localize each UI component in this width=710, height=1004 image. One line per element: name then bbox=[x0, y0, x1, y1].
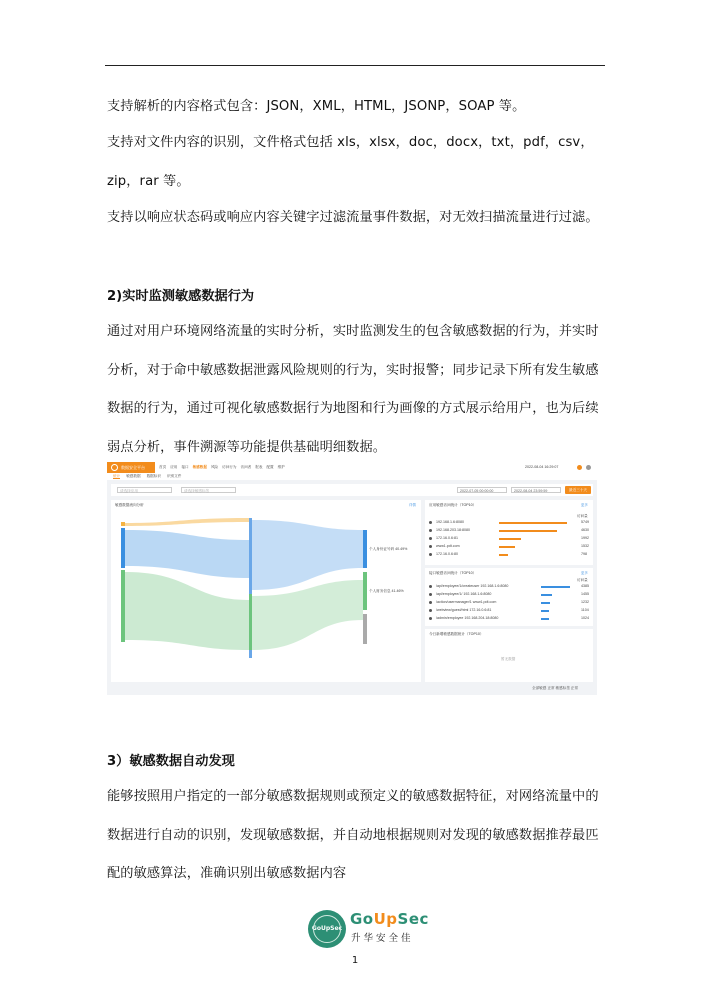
app-select[interactable]: 请选择应用 bbox=[117, 487, 172, 493]
stat-value: 1232 bbox=[581, 600, 589, 604]
rank-icon bbox=[429, 545, 432, 548]
stat-bar bbox=[541, 618, 549, 620]
subtab[interactable]: 敏感数据 bbox=[126, 474, 141, 478]
stat-name: /api/employee/1/createuser 192.168.1.6:8080 bbox=[436, 584, 509, 588]
clock: 2022-08-04 16:29:07 bbox=[525, 465, 559, 469]
app-subtabs bbox=[107, 473, 597, 480]
sankey-node bbox=[363, 614, 367, 644]
stat-name: 192.168.1.6:8080 bbox=[436, 520, 464, 524]
stat-name: 172.16.0.6:81 bbox=[436, 536, 458, 540]
app-brand bbox=[107, 462, 155, 473]
api-stats-title: 接口敏感访问统计（TOP10） bbox=[429, 571, 477, 575]
date-to[interactable]: 2022-08-04 23:59:59 bbox=[511, 487, 561, 493]
empty-state: 暂无数据 bbox=[501, 657, 516, 661]
nav-item[interactable]: 访问行为 bbox=[222, 465, 237, 469]
col-header: 访问量 bbox=[577, 514, 588, 518]
range-button[interactable]: 最近三十天 bbox=[565, 486, 591, 494]
app-stats-panel bbox=[425, 500, 593, 565]
nav-item[interactable]: 应用 bbox=[170, 465, 178, 469]
stat-bar bbox=[541, 602, 550, 604]
paragraph-formats: 支持解析的内容格式包含：JSON，XML，HTML，JSONP，SOAP 等。 bbox=[107, 99, 526, 114]
sankey-title: 敏感数据流向分析 bbox=[115, 503, 144, 507]
section3-heading: 3）敏感数据自动发现 bbox=[107, 754, 235, 769]
col-header: 访问量 bbox=[577, 578, 588, 582]
stat-value: 798 bbox=[581, 552, 587, 556]
stat-value: 1992 bbox=[581, 536, 589, 540]
stat-bar bbox=[499, 554, 508, 556]
stat-bar bbox=[499, 522, 567, 524]
nav-item[interactable]: 接口 bbox=[181, 465, 189, 469]
app-stats-more[interactable]: 更多 bbox=[580, 503, 588, 507]
nav-item[interactable]: 访问者 bbox=[240, 465, 252, 469]
sankey-label: 个人财务信息 41.46% bbox=[369, 589, 404, 593]
paragraph-filter: 支持以响应状态码或响应内容关键字过滤流量事件数据，对无效扫描流量进行过滤。 bbox=[107, 210, 599, 225]
rank-icon bbox=[429, 553, 432, 556]
stat-value: 4385 bbox=[581, 584, 589, 588]
stat-value: 1532 bbox=[581, 544, 589, 548]
stat-value: 1104 bbox=[581, 608, 589, 612]
stat-row[interactable] bbox=[429, 520, 589, 525]
subtab[interactable]: 数据标识 bbox=[146, 474, 161, 478]
logo-text: GoUpSec bbox=[311, 925, 343, 932]
brand-name: 数据安全平台 bbox=[121, 465, 145, 470]
notification-bell-icon[interactable] bbox=[577, 465, 582, 470]
stat-bar bbox=[541, 586, 570, 588]
sankey-diagram bbox=[111, 500, 421, 682]
sankey-link bbox=[125, 530, 249, 578]
header-rule bbox=[105, 65, 605, 66]
stat-name: /action/usermanager/1 www1.pdt.com bbox=[436, 600, 497, 604]
section3-body: 能够按照用户指定的一部分敏感数据规则或预定义的敏感数据特征，对网络流量中的数据进行自动的识别，发现敏感数据，并自动地根据规则对发现的敏感数据推荐最匹配的敏感算法，准确识别出敏感数据内容 bbox=[107, 789, 599, 881]
stat-row[interactable] bbox=[429, 536, 589, 541]
stat-value: 1024 bbox=[581, 616, 589, 620]
api-stats-more[interactable]: 更多 bbox=[580, 571, 588, 575]
nav-item[interactable]: 配置 bbox=[266, 465, 274, 469]
stat-row[interactable] bbox=[429, 592, 589, 597]
sankey-panel bbox=[111, 500, 421, 682]
goupsec-logo-icon bbox=[308, 910, 346, 948]
brand-chinese: 升华安全佳 bbox=[351, 933, 414, 944]
stat-bar bbox=[499, 530, 557, 532]
sankey-node bbox=[121, 570, 125, 642]
nav-item[interactable]: 风险 bbox=[210, 465, 219, 469]
filter-bar bbox=[111, 484, 593, 496]
subtab[interactable]: 统计 bbox=[113, 474, 121, 478]
sankey-link bbox=[252, 580, 363, 650]
rank-icon bbox=[429, 593, 432, 596]
stat-name: www1.pdt.com bbox=[436, 544, 460, 548]
stat-bar bbox=[499, 546, 515, 548]
stat-value: 4630 bbox=[581, 528, 589, 532]
stat-row[interactable] bbox=[429, 616, 589, 621]
stat-row[interactable] bbox=[429, 544, 589, 549]
rank-icon bbox=[429, 537, 432, 540]
nav-item[interactable]: 敏感数据 bbox=[192, 465, 207, 469]
paragraph-file-types: 支持对文件内容的识别，文件格式包括 xls，xlsx，doc，docx，txt，pdf，csv，zip，rar 等。 bbox=[107, 135, 594, 189]
sankey-link bbox=[252, 520, 363, 590]
rank-icon bbox=[429, 601, 432, 604]
stat-bar bbox=[541, 594, 552, 596]
page-number: 1 bbox=[351, 955, 359, 966]
sankey-node bbox=[363, 530, 367, 568]
sankey-detail-link[interactable]: 详情 bbox=[408, 503, 416, 507]
sankey-node bbox=[363, 572, 367, 610]
rank-icon bbox=[429, 529, 432, 532]
tag-select[interactable]: 请选择敏感标签 bbox=[181, 487, 236, 493]
screenshot-footer: 全部敏感 正常 敏感标签 正常 bbox=[532, 686, 579, 690]
stat-value: 1455 bbox=[581, 592, 589, 596]
app-nav bbox=[159, 462, 289, 473]
rank-icon bbox=[429, 521, 432, 524]
stat-row[interactable] bbox=[429, 608, 589, 613]
sankey-node bbox=[121, 522, 125, 526]
rank-icon bbox=[429, 609, 432, 612]
section2-body: 通过对用户环境网络流量的实时分析，实时监测发生的包含敏感数据的行为，并实时分析，对于命中敏感数据泄露风险规则的行为，实时报警；同步记录下所有发生敏感数据的行为，通过可视化敏感数据行为地图和行为画像的方式展示给用户，也为后续弱点分析，事件溯源等功能提供基础明细数据。 bbox=[107, 324, 599, 455]
sankey-link bbox=[125, 518, 249, 526]
section2-heading: 2)实时监测敏感数据行为 bbox=[107, 289, 255, 304]
rank-icon bbox=[429, 585, 432, 588]
stat-bar bbox=[541, 610, 549, 612]
stat-row[interactable] bbox=[429, 528, 589, 533]
sankey-node bbox=[249, 594, 252, 650]
api-stats-panel bbox=[425, 568, 593, 626]
stat-name: /webview/guest/html 172.16.0.6:81 bbox=[436, 608, 492, 612]
stat-name: /api/employee/1/ 192.168.1.6:8080 bbox=[436, 592, 492, 596]
stat-bar bbox=[499, 538, 521, 540]
nav-item[interactable]: 维护 bbox=[277, 465, 285, 469]
brand-english bbox=[350, 910, 429, 928]
stat-name: /admin/employee 192.168.204.18:8080 bbox=[436, 616, 499, 620]
nav-item[interactable]: 报表 bbox=[255, 465, 263, 469]
sankey-link bbox=[125, 572, 249, 650]
product-screenshot bbox=[107, 462, 597, 695]
rank-icon bbox=[429, 617, 432, 620]
stat-name: 172.16.0.6:80 bbox=[436, 552, 458, 556]
stat-value: 5749 bbox=[581, 520, 589, 524]
sankey-node bbox=[121, 528, 125, 568]
sankey-label: 个人身份证号码 40.49% bbox=[369, 547, 408, 551]
stat-row[interactable] bbox=[429, 552, 589, 557]
stat-name: 192.168.203.18:8080 bbox=[436, 528, 470, 532]
app-stats-title: 应用敏感访问统计（TOP10） bbox=[429, 503, 477, 507]
date-from[interactable]: 2022-07-05 00:00:00 bbox=[457, 487, 507, 493]
brand-logo-icon bbox=[111, 464, 118, 471]
brand-en-text: GoUpSec bbox=[350, 910, 429, 928]
stat-row[interactable] bbox=[429, 584, 589, 589]
new-sensitive-panel bbox=[425, 629, 593, 682]
user-avatar-icon[interactable] bbox=[586, 465, 591, 470]
new-sensitive-title: 今日新增敏感数据统计（TOP10） bbox=[429, 632, 484, 636]
nav-item[interactable]: 首页 bbox=[159, 465, 167, 469]
subtab[interactable]: 识别文件 bbox=[166, 474, 182, 478]
stat-row[interactable] bbox=[429, 600, 589, 605]
